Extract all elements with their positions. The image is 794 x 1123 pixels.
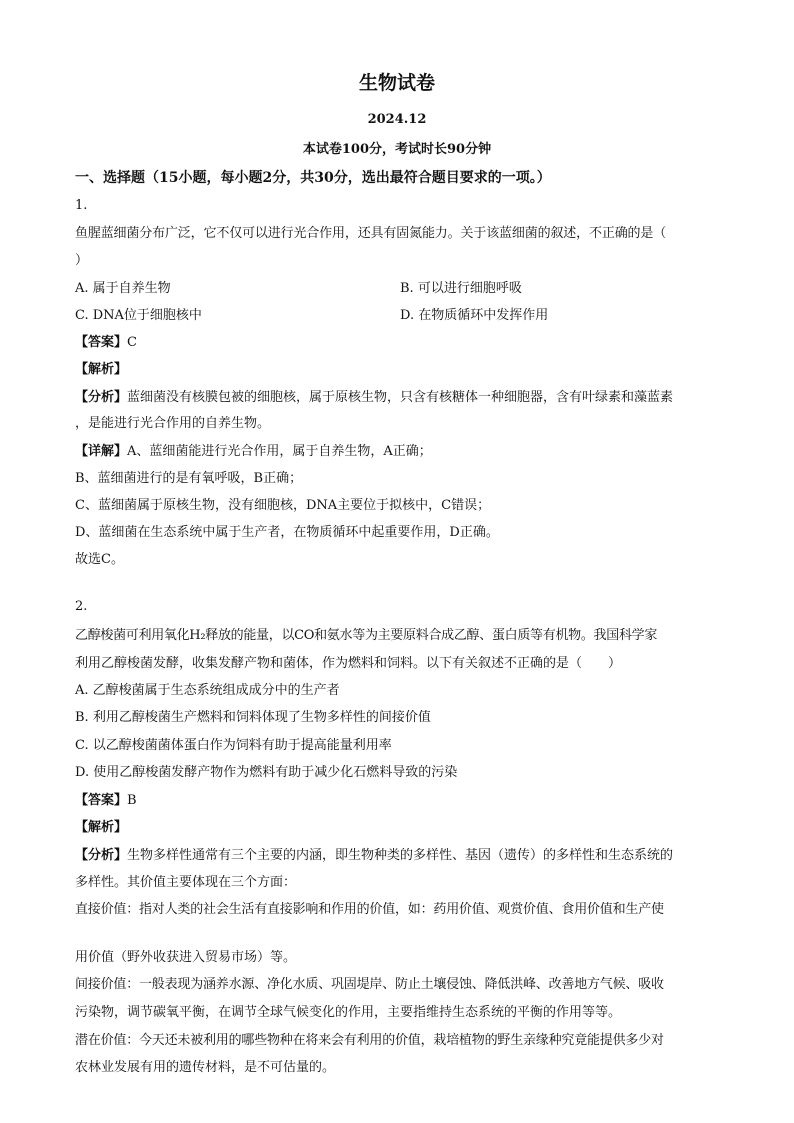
q2-number: 2. <box>75 599 88 614</box>
q1-option-d: D. 在物质循环中发挥作用 <box>400 308 549 323</box>
q1-option-c: C. DNA位于细胞核中 <box>75 308 202 323</box>
q1-answer <box>75 331 137 350</box>
q2-option-a: A. 乙醇梭菌属于生态系统组成成分中的生产者 <box>75 683 340 698</box>
q2-potential-line2: 农林业发展有用的遗传材料，是不可估量的。 <box>75 1060 336 1075</box>
q2-direct-line2: 用价值（野外收获进入贸易市场）等。 <box>75 950 297 965</box>
q1-option-a: A. 属于自养生物 <box>75 281 171 296</box>
section-heading: 一、选择题（15小题，每小题2分，共30分，选出最符合题目要求的一项。） <box>75 170 551 186</box>
q1-number: 1. <box>75 198 88 213</box>
q2-stem-line1: 乙醇梭菌可利用氧化H₂释放的能量，以CO和氨水等为主要原料合成乙醇、蛋白质等有机物。我国科学家 <box>75 628 658 643</box>
q1-fenxi-line2: ，是能进行光合作用的自养生物。 <box>75 416 271 431</box>
q2-fenxi-tag: 【分析】 <box>75 848 128 863</box>
q2-answer-value: B <box>127 793 137 808</box>
q2-fenxi-text: 生物多样性通常有三个主要的内涵，即生物种类的多样性、基因（遗传）的多样性和生态系统的 <box>127 848 674 863</box>
page-title: 生物试卷 <box>358 72 435 94</box>
q1-analysis-tag: 【解析】 <box>75 362 128 377</box>
q2-stem-line2: 利用乙醇梭菌发酵，收集发酵产物和菌体，作为燃料和饲料。以下有关叙述不正确的是（ ） <box>75 656 622 671</box>
q1-answer-tag: 【答案】 <box>75 335 128 350</box>
q1-xiangjie-b: B、蓝细菌进行的是有氧呼吸，B正确； <box>75 471 303 486</box>
q2-answer <box>75 789 137 808</box>
q1-fenxi-line1 <box>75 386 673 405</box>
exam-date: 2024.12 <box>367 112 427 127</box>
q2-answer-tag: 【答案】 <box>75 793 128 808</box>
q1-xiangjie-a <box>75 440 432 459</box>
q1-fenxi-text: 蓝细菌没有核膜包被的细胞核，属于原核生物，只含有核糖体一种细胞器，含有叶绿素和藻蓝素 <box>127 390 674 405</box>
q1-stem-line1: 鱼腥蓝细菌分布广泛，它不仅可以进行光合作用，还具有固氮能力。关于该蓝细菌的叙述，不正确的是（ <box>75 226 667 241</box>
q2-option-b: B. 利用乙醇梭菌生产燃料和饲料体现了生物多样性的间接价值 <box>75 710 431 725</box>
q2-option-d: D. 使用乙醇梭菌发酵产物作为燃料有助于减少化石燃料导致的污染 <box>75 765 458 780</box>
q1-xiangjie-d: D、蓝细菌在生态系统中属于生产者，在物质循环中起重要作用，D正确。 <box>75 525 499 540</box>
q1-conclusion: 故选C。 <box>75 552 124 567</box>
q2-indirect-line1: 间接价值：一般表现为涵养水源、净化水质、巩固堤岸、防止土壤侵蚀、降低洪峰、改善地方气候、吸收 <box>75 977 664 992</box>
q2-option-c: C. 以乙醇梭菌菌体蛋白作为饲料有助于提高能量利用率 <box>75 738 392 753</box>
q2-fenxi-line2: 多样性。其价值主要体现在三个方面： <box>75 875 297 890</box>
q2-direct-line1: 直接价值：指对人类的社会生活有直接影响和作用的价值，如：药用价值、观赏价值、食用价值和生产使 <box>75 902 664 917</box>
q2-indirect-line2: 污染物，调节碳氧平衡，在调节全球气候变化的作用，主要指维持生态系统的平衡的作用等等。 <box>75 1005 622 1020</box>
q1-option-b: B. 可以进行细胞呼吸 <box>400 281 522 296</box>
exam-info: 本试卷100分，考试时长90分钟 <box>302 142 492 157</box>
q2-analysis-tag: 【解析】 <box>75 820 128 835</box>
q1-stem-line2: ） <box>75 253 89 268</box>
q1-xiangjie-a-text: A、蓝细菌能进行光合作用，属于自养生物，A正确； <box>127 444 432 459</box>
q1-fenxi-tag: 【分析】 <box>75 390 128 405</box>
q1-xiangjie-tag: 【详解】 <box>75 444 128 459</box>
q1-xiangjie-c: C、蓝细菌属于原核生物，没有细胞核，DNA主要位于拟核中，C错误； <box>75 498 491 513</box>
q2-potential-line1: 潜在价值：今天还未被利用的哪些物种在将来会有利用的价值，栽培植物的野生亲缘种究竟能提供多少对 <box>75 1033 664 1048</box>
q2-fenxi-line1 <box>75 844 673 863</box>
q1-answer-value: C <box>127 335 137 350</box>
